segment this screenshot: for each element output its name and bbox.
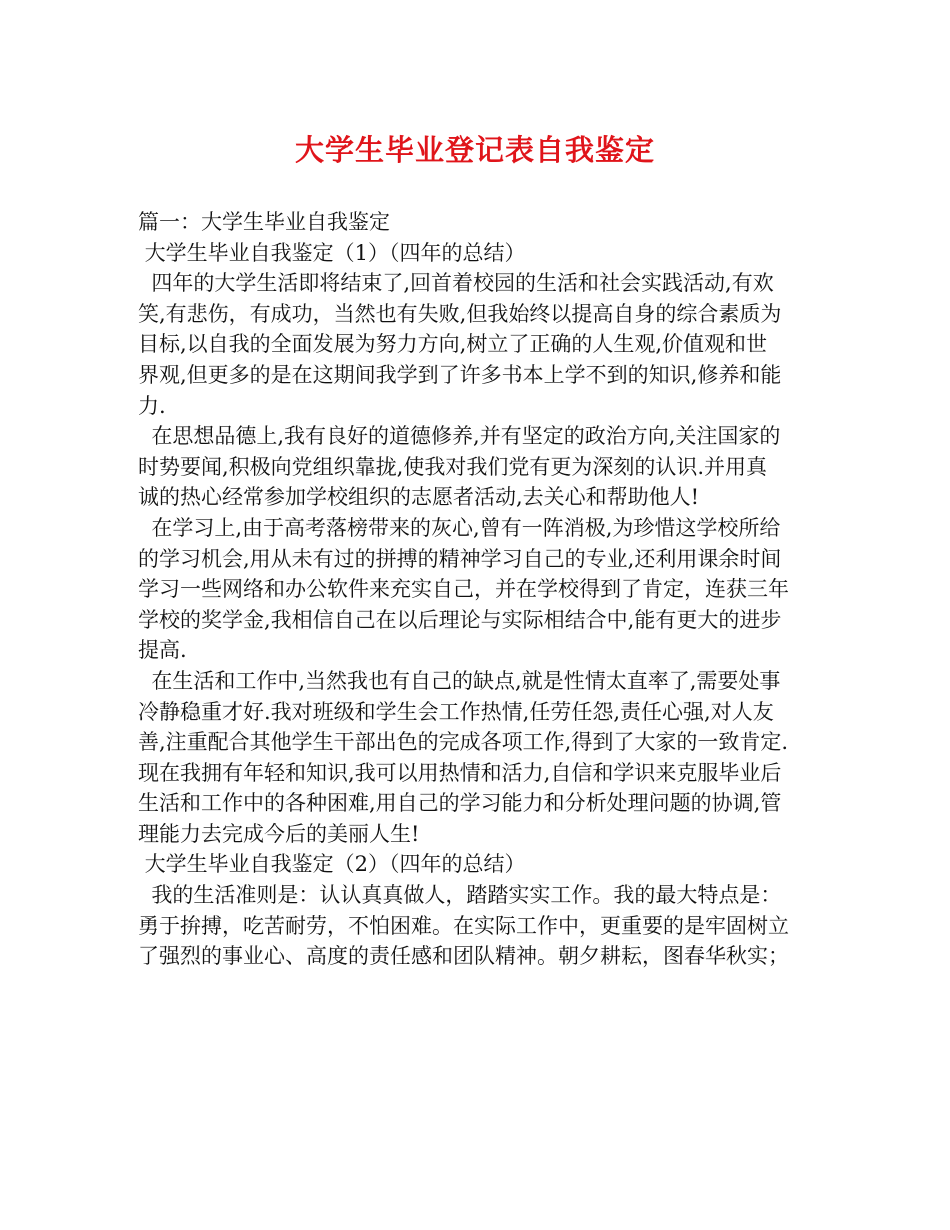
text-line: 我的生活准则是：认认真真做人，踏踏实实工作。我的最大特点是： <box>138 883 782 908</box>
text-line: 篇一：大学生毕业自我鉴定 <box>138 210 390 234</box>
text-line: 学校的奖学金,我相信自己在以后理论与实际相结合中,能有更大的进步 <box>138 607 782 632</box>
text-line: 现在我拥有年轻和知识,我可以用热情和活力,自信和学识来克服毕业后 <box>138 760 782 785</box>
text-line: 冷静稳重才好.我对班级和学生会工作热情,任劳任怨,责任心强,对人友 <box>138 699 774 724</box>
document-body <box>138 207 818 972</box>
text-line: 四年的大学生活即将结束了,回首着校园的生活和社会实践活动,有欢 <box>138 271 774 296</box>
text-line: 善,注重配合其他学生干部出色的完成各项工作,得到了大家的一致肯定. <box>138 730 789 755</box>
text-line: 了强烈的事业心、高度的责任感和团队精神。朝夕耕耘，图春华秋实； <box>138 944 789 969</box>
text-line: 的学习机会,用从未有过的拼搏的精神学习自己的专业,还利用课余时间 <box>138 546 782 571</box>
text-line: 诚的热心经常参加学校组织的志愿者活动,去关心和帮助他人! <box>138 485 700 510</box>
text-line: 在生活和工作中,当然我也有自己的缺点,就是性情太直率了,需要处事 <box>138 668 781 693</box>
text-line: 在思想品德上,我有良好的道德修养,并有坚定的政治方向,关注国家的 <box>138 424 781 449</box>
document-title: 大学生毕业登记表自我鉴定 <box>294 133 655 167</box>
text-line: 大学生毕业自我鉴定（1）（四年的总结） <box>138 240 526 265</box>
text-line: 目标,以自我的全面发展为努力方向,树立了正确的人生观,价值观和世 <box>138 332 768 357</box>
text-line: 提高. <box>138 638 187 663</box>
text-line: 界观,但更多的是在这期间我学到了许多书本上学不到的知识,修养和能 <box>138 362 782 387</box>
text-line: 生活和工作中的各种困难,用自己的学习能力和分析处理问题的协调,管 <box>138 791 782 816</box>
text-line: 理能力去完成今后的美丽人生! <box>138 821 420 846</box>
text-line: 笑,有悲伤，有成功，当然也有失败,但我始终以提高自身的综合素质为 <box>138 301 782 326</box>
text-line: 力. <box>138 393 166 418</box>
text-line: 勇于拚搏，吃苦耐劳，不怕困难。在实际工作中，更重要的是牢固树立 <box>138 913 789 938</box>
text-line: 时势要闻,积极向党组织靠拢,使我对我们党有更为深刻的认识.并用真 <box>138 454 768 479</box>
text-line: 大学生毕业自我鉴定（2）（四年的总结） <box>138 852 526 877</box>
text-line: 学习一些网络和办公软件来充实自己，并在学校得到了肯定，连获三年 <box>138 577 789 602</box>
text-line: 在学习上,由于高考落榜带来的灰心,曾有一阵消极,为珍惜这学校所给 <box>138 515 781 540</box>
